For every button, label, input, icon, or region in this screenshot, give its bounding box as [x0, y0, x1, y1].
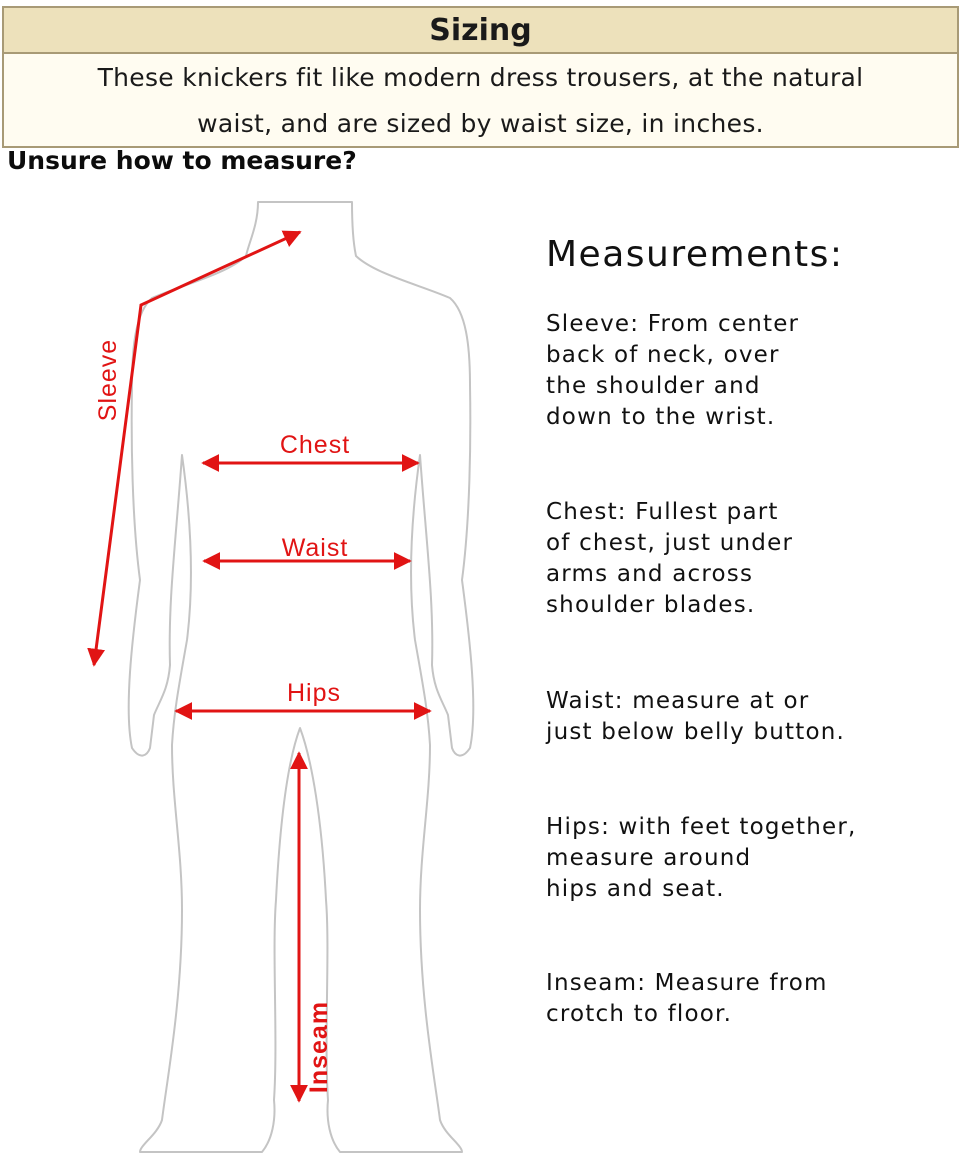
chest-description-line-3: arms and across — [546, 561, 754, 587]
sleeve-description-line-2: back of neck, over — [546, 342, 780, 368]
sleeve-arrow — [94, 232, 300, 665]
sizing-description-line-1: These knickers fit like modern dress trousers, at the natural — [97, 63, 864, 92]
inseam-description-line-1: Inseam: Measure from — [546, 970, 828, 996]
hips-description-line-3: hips and seat. — [546, 876, 725, 902]
sleeve-description-line-4: down to the wrist. — [546, 404, 776, 430]
inseam-label: Inseam — [305, 1000, 333, 1094]
hips-description-line-1: Hips: with feet together, — [546, 814, 857, 840]
chest-description-line-2: of chest, just under — [546, 530, 794, 556]
hips-label: Hips — [286, 679, 342, 707]
inseam-description — [546, 968, 828, 1030]
sizing-description-line-2: waist, and are sized by waist size, in inches. — [197, 109, 764, 138]
sleeve-description — [546, 309, 799, 433]
chest-label: Chest — [279, 431, 351, 459]
sleeve-description-line-3: the shoulder and — [546, 373, 761, 399]
unsure-heading: Unsure how to measure? — [7, 146, 357, 175]
waist-description-line-2: just below belly button. — [546, 719, 846, 745]
waist-description — [546, 686, 845, 748]
chest-description-line-4: shoulder blades. — [546, 592, 756, 618]
measurements-title: Measurements: — [546, 234, 844, 275]
waist-description-line-1: Waist: measure at or — [546, 688, 810, 714]
chest-description — [546, 497, 793, 621]
hips-description-line-2: measure around — [546, 845, 752, 871]
sleeve-label: Sleeve — [94, 338, 122, 422]
sizing-heading: Sizing — [3, 7, 958, 53]
inseam-description-line-2: crotch to floor. — [546, 1001, 733, 1027]
body-outline — [129, 202, 474, 1152]
waist-label: Waist — [281, 534, 349, 562]
chest-description-line-1: Chest: Fullest part — [546, 499, 779, 525]
sleeve-description-line-1: Sleeve: From center — [546, 311, 800, 337]
hips-description — [546, 812, 857, 905]
